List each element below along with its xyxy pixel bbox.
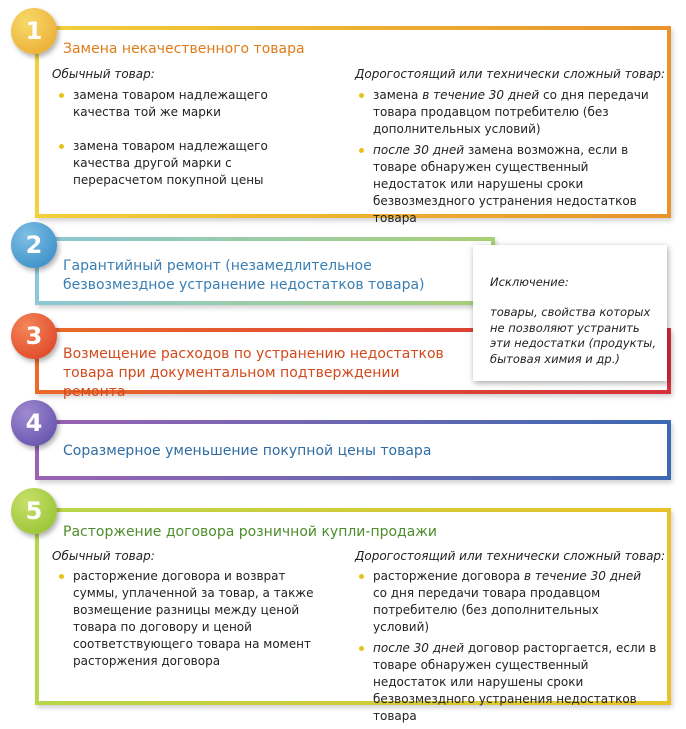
step1-title: Замена некачественного товара	[63, 41, 305, 57]
step3-title: Возмещение расходов по устранению недостатков товара при документальном подтверждении ремонта	[63, 346, 444, 400]
step2-title: Гарантийный ремонт (незамедлительное безвозмездное устранение недостатков товара)	[63, 258, 425, 293]
text: замена	[373, 88, 423, 102]
text: договор расторгается, если в товаре обнаружен существенный недостаток или нарушены сроки безвозмездного устранения недостатков товара	[373, 641, 657, 723]
step4-card	[35, 420, 671, 480]
list-item	[357, 640, 657, 725]
step1-number-badge: 1	[11, 8, 57, 54]
step5-card	[35, 508, 671, 723]
emphasis: после 30 дней	[373, 641, 465, 655]
step1-left-list	[57, 87, 277, 202]
step2-card	[35, 237, 495, 305]
emphasis: после 30 дней	[373, 143, 465, 157]
step2-number-badge: 2	[11, 222, 57, 268]
exception-box	[473, 245, 667, 381]
list-item: замена товаром надлежащего качества другой марки с перерасчетом покупной цены	[57, 138, 277, 189]
step5-right-list	[357, 568, 657, 729]
exception-text: товары, свойства которых не позволяют устранить эти недостатки (продукты, бытовая химия и др.)	[490, 305, 657, 366]
step1-right-heading: Дорогостоящий или технически сложный товар:	[355, 67, 666, 81]
text: расторжение договора	[373, 569, 525, 583]
step4-title: Соразмерное уменьшение покупной цены товара	[63, 443, 432, 459]
step1-right-list	[357, 87, 662, 231]
list-item: расторжение договора и возврат суммы, уплаченной за товар, а также возмещение разницы между ценой товара по договору и ценой соответствующего товара на момент расторжения договора	[57, 568, 332, 670]
list-item	[357, 87, 662, 138]
step5-left-heading: Обычный товар:	[52, 549, 155, 563]
step4-number-badge: 4	[11, 400, 57, 446]
list-item	[357, 142, 662, 227]
step5-number-badge: 5	[11, 488, 57, 534]
step3-number-badge: 3	[11, 313, 57, 359]
text: замена возможна, если в товаре обнаружен существенный недостаток или нарушены сроки безвозмездного устранения недостатков товара	[373, 143, 637, 225]
emphasis: в течение 30 дней	[524, 569, 642, 583]
list-item: замена товаром надлежащего качества той же марки	[57, 87, 277, 121]
list-item	[357, 568, 657, 636]
emphasis: в течение 30 дней	[422, 88, 540, 102]
step5-title: Расторжение договора розничной купли-продажи	[63, 524, 438, 540]
text: со дня передачи товара продавцом потребителю (без дополнительных условий)	[373, 88, 649, 136]
step1-left-heading: Обычный товар:	[52, 67, 155, 81]
step1-card	[35, 26, 671, 225]
text: со дня передачи товара продавцом потребителю (без дополнительных условий)	[373, 586, 601, 634]
step5-left-list	[57, 568, 332, 683]
step5-right-heading: Дорогостоящий или технически сложный товар:	[355, 549, 666, 563]
exception-heading: Исключение:	[490, 275, 569, 289]
